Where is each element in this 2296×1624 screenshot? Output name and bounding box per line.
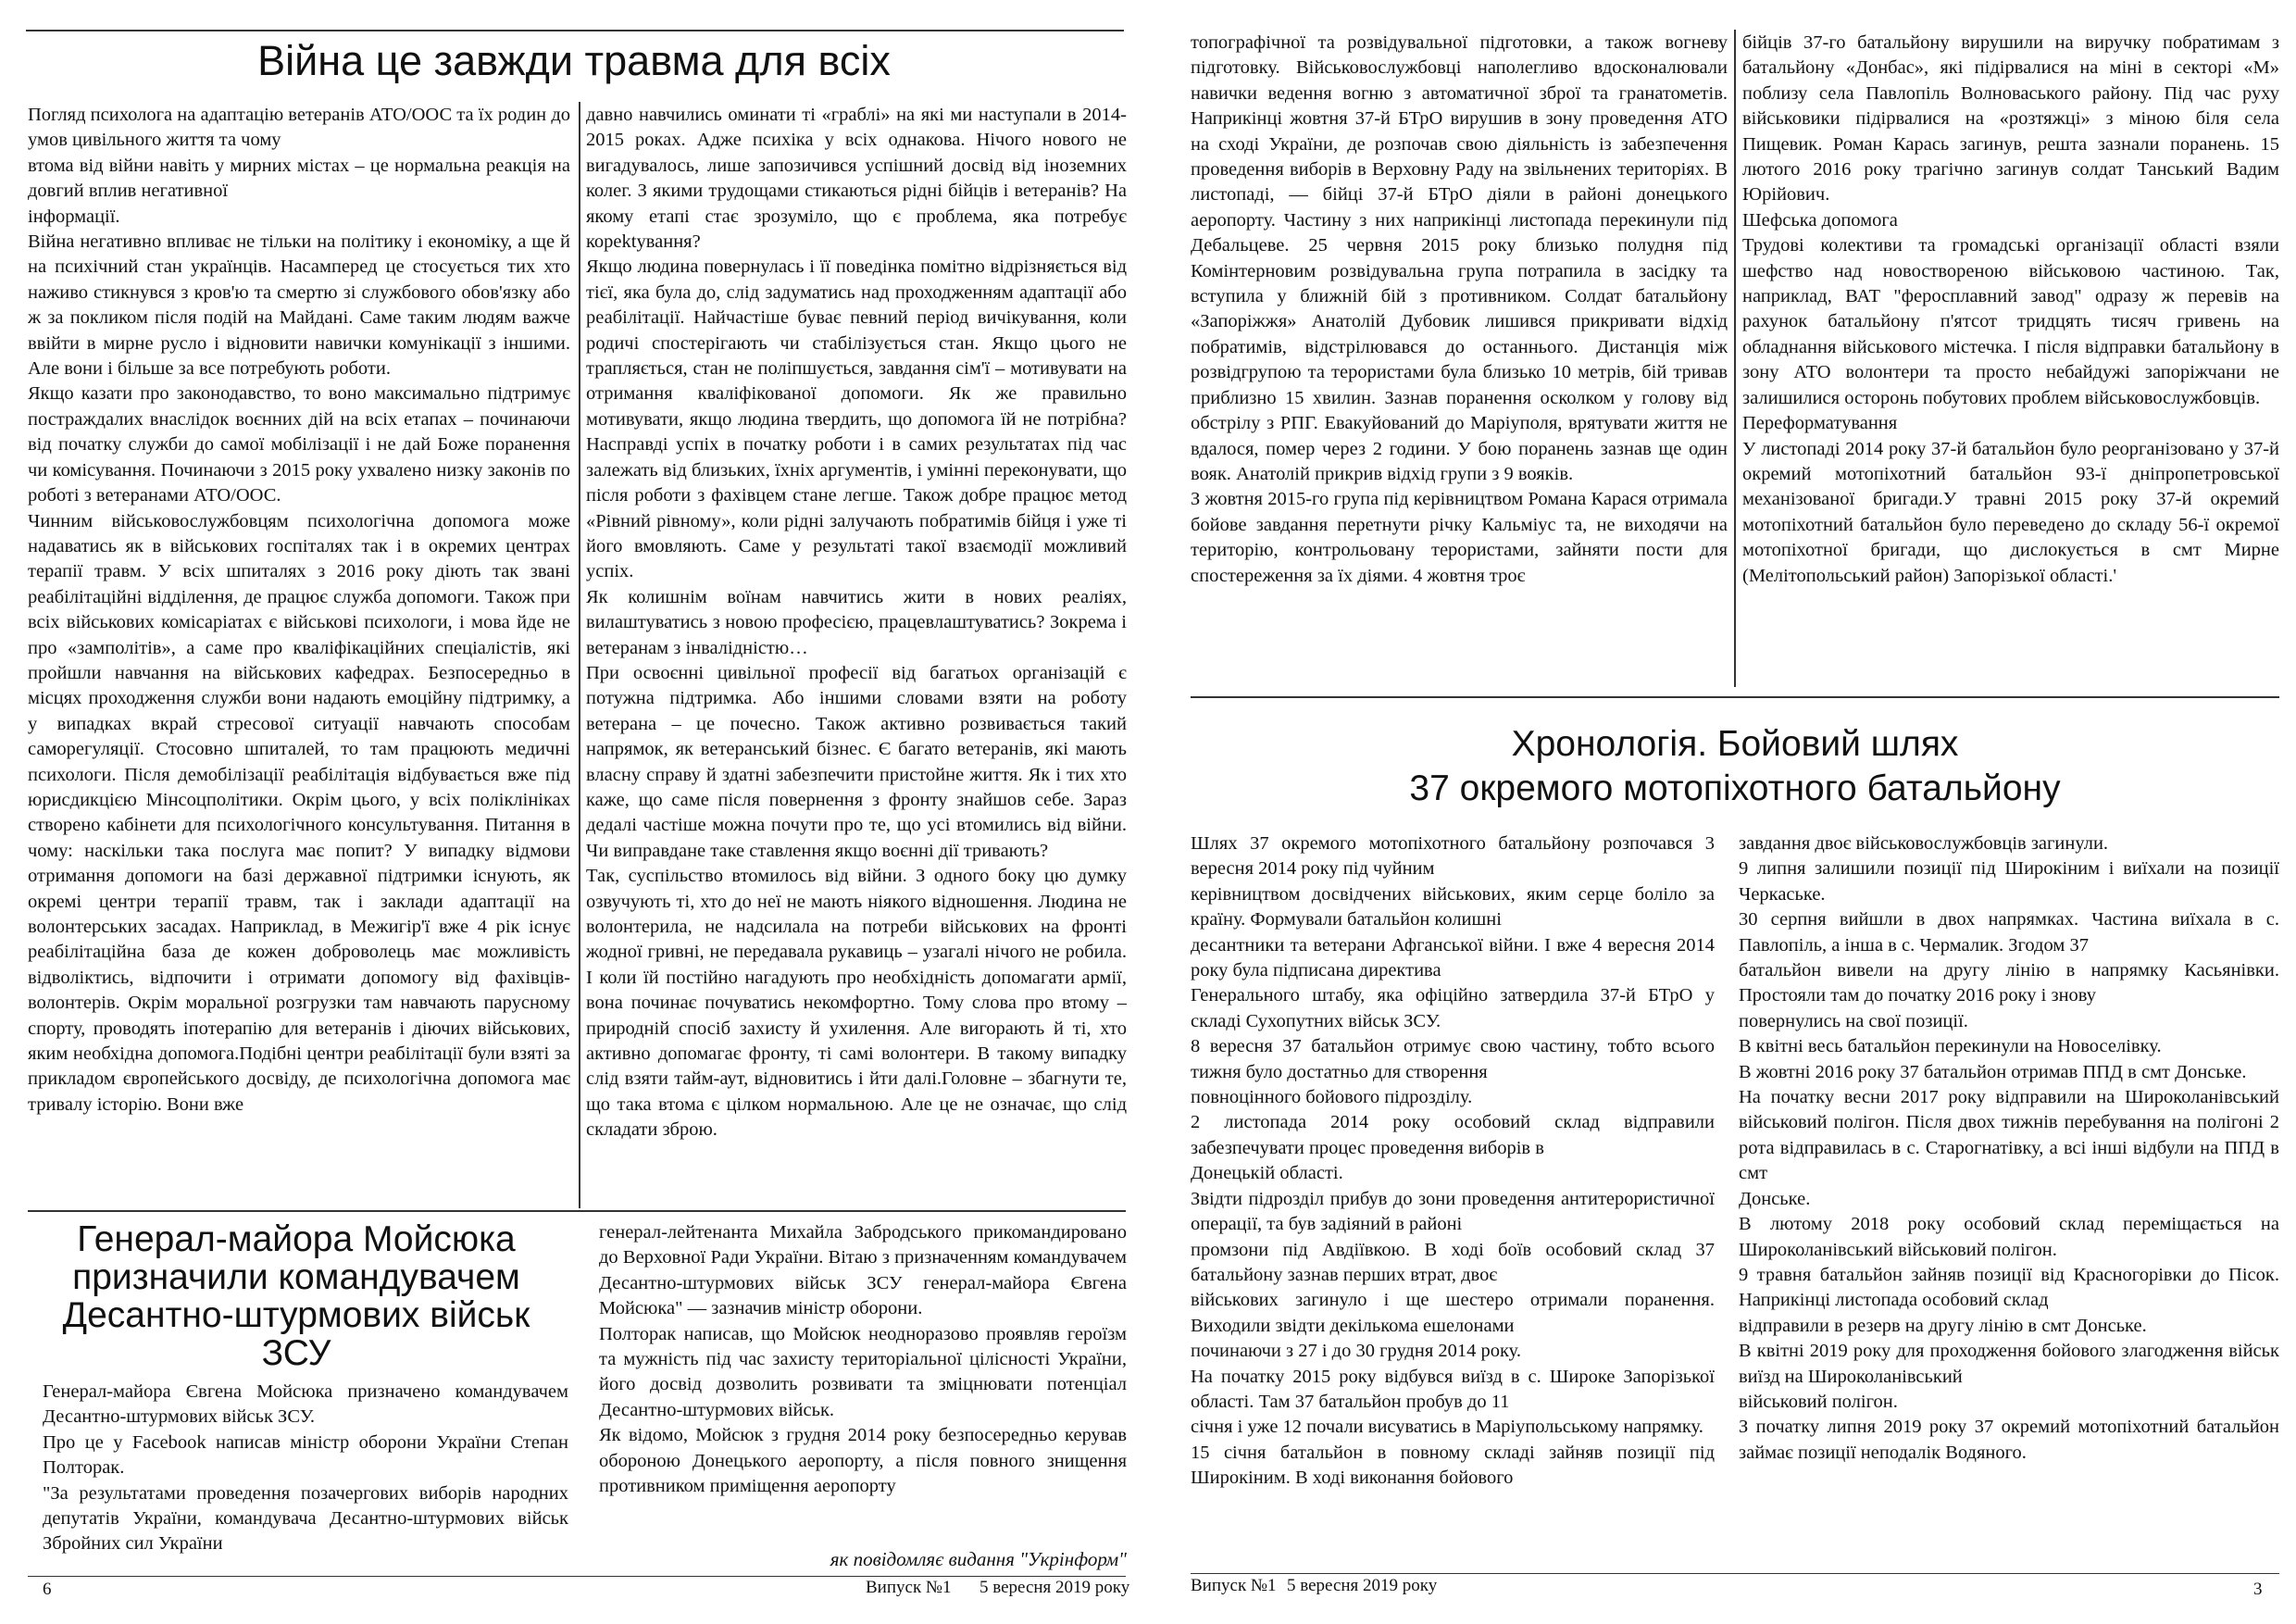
issue-date: 5 вересня 2019 року xyxy=(980,1578,1130,1597)
paragraph: "За результатами проведення позачергових виборів народних депутатів України, командувача Десантно-штурмових військ Збройних сил України xyxy=(43,1482,568,1555)
paragraph: військовий полігон. xyxy=(1739,1391,1898,1412)
paragraph: Війна негативно впливає не тільки на політику і економіку, а ще й на психічний стан українців. Насамперед це стосується тих хто наживо стикнувся з кров'ю та смертю зі службового обов'язку або ж за покликом після подій на Майдані. Саме таким людям важче ввійти в мирне русло і відновити навички комунікації з іншими. Але вони і більше за все потребують роботи. xyxy=(28,231,570,380)
paragraph: відправили в резерв на другу лінію в смт Донське. xyxy=(1739,1315,2147,1336)
paragraph: 30 серпня вийшли в двох напрямках. Частина виїхала в с. Павлопіль, а інша в с. Чермалик. Згодом 37 xyxy=(1739,909,2279,956)
issue-number: Випуск №1 xyxy=(1191,1576,1277,1595)
paragraph: На початку 2015 року відбувся виїзд в с. Широке Запорізької області. Там 37 батальйон пробув до 11 xyxy=(1191,1366,1715,1412)
article-column-1 xyxy=(43,1380,568,1583)
paragraph: інформації. xyxy=(28,206,120,227)
paragraph: З жовтня 2015-го група під керівництвом Романа Карася отримала бойове завдання перетнути річку Кальміус та, не виходячи на територію, контрольовану терористами, зайняти пости для спостереження за їх діями. 4 жовтня троє xyxy=(1191,489,1728,586)
page-number: 3 xyxy=(2253,1580,2263,1599)
article-column-1 xyxy=(1191,31,1728,690)
paragraph: топографічної та розвідувальної підготовки, а також вогневу підготовку. Військовослужбовці наполегливо вдосконалювали навички ведення вогню з автоматичної зброї та гранатометів. Наприкінці жовтня 37-й БТрО вирушив в зону проведення АТО на сході України, де розпочав свою діяльність із забезпечення проведення виборів в Верховну Раду на звільнених територіях. В листопаді, — бійці 37-й БТрО діяли в районі донецького аеропорту. Частину з них наприкінці листопада перекинули під Дебальцеве. 25 червня 2015 року близько полудня під Комінтерновим розвідувальна група потрапила в засідку та вступила у ближній бій з противником. Солдат батальйону «Запоріжжя» Анатолій Дубовик лишився прикривати відхід побратимів, відстрілювався до останнього. Дистанція між розвідгрупою та терористами була близько 10 метрів, бій тривав приблизно 15 хвилин. Зазнав поранення осколком у голову від обстрілу з РПГ. Евакуйований до Маріуполя, врятувати життя не вдалося, помер через 2 години. У бою поранень зазнав ще один вояк. Анатолій прикрив відхід групи з 9 вояків. xyxy=(1191,32,1728,484)
article-title: Війна це завжди травма для всіх xyxy=(257,37,891,84)
column-divider xyxy=(579,102,580,1208)
paragraph: Донецькій області. xyxy=(1191,1163,1343,1184)
issue-date: 5 вересня 2019 року xyxy=(1287,1576,1438,1595)
paragraph: батальйон вивели на другу лінію в напрямку Касьянівки. Простояли там до початку 2016 року і знову xyxy=(1739,960,2279,1006)
paragraph: Генерального штабу, яка офіційно затвердила 37-й БТрО у складі Сухопутних військ ЗСУ. xyxy=(1191,985,1715,1031)
paragraph: На початку весни 2017 року відправили на Широколанівський військовий полігон. Після двох тижнів перебування на полігоні 2 рота відправилась в с. Старогнатівку, а всі інші відбули на ППД в смт xyxy=(1739,1087,2279,1184)
paragraph: Шлях 37 окремого мотопіхотного батальйону розпочався 3 вересня 2014 року під чуйним xyxy=(1191,833,1715,880)
paragraph: Звідти підрозділ прибув до зони проведення антитерористичної операції, та був задіяний в районі xyxy=(1191,1188,1715,1235)
paragraph: повернулись на свої позиції. xyxy=(1739,1010,1968,1031)
paragraph: 15 січня батальйон в повному складі зайняв позиції під Широкіним. В ході виконання бойового xyxy=(1191,1442,1715,1489)
source-credit: як повідомляє видання "Укрінформ" xyxy=(830,1548,1127,1570)
paragraph: При освоєнні цивільної професії від багатьох організацій є потужна підтримка. Або іншими словами взяти на роботу ветерана – це почесно. Також активно розвивається такий напрямок, як ветеранський бізнес. Є багато ветеранів, які мають власну справу й здатні забезпечити пристойне життя. Як і тих хто каже, що саме після повернення з фронту знайшов себе. Зараз дедалі частіше можна почути про те, що усі втомились від війни. Чи виправдане таке ставлення якщо воєнні дії тривають? xyxy=(586,662,1127,861)
column-divider xyxy=(1734,30,1736,687)
paragraph: В квітні 2019 року для проходження бойового злагодження військ виїзд на Широколанівський xyxy=(1739,1341,2279,1387)
paragraph: З початку липня 2019 року 37 окремий мотопіхотний батальйон займає позиції неподалік Водяного. xyxy=(1739,1417,2279,1463)
article-column-2 xyxy=(1739,831,2279,1563)
top-rule xyxy=(26,30,1124,31)
paragraph: Якщо казати про законодавство, то воно максимально підтримує постраждалих внаслідок воєнних дій на всіх етапах – починаючи від початку служби до самої мобілізації і не дай Боже поранення чи комісування. Починаючи з 2015 року ухвалено низку законів по роботі з ветеранами АТО/ООС. xyxy=(28,383,570,506)
paragraph: починаючи з 27 і до 30 грудня 2014 року. xyxy=(1191,1341,1521,1362)
footer-rule xyxy=(28,1576,1126,1577)
issue-number: Випуск №1 xyxy=(866,1578,952,1597)
article-column-1 xyxy=(1191,831,1715,1563)
article-column-1 xyxy=(28,103,570,1205)
paragraph: десантники та ветерани Афганської війни. І вже 4 вересня 2014 року була підписана директива xyxy=(1191,934,1715,981)
article-column-2 xyxy=(599,1220,1127,1546)
article-title xyxy=(1191,722,2279,811)
paragraph: 9 липня залишили позиції під Широкіним і виїхали на позиції Черкаське. xyxy=(1739,858,2279,905)
paragraph: В квітні весь батальйон перекинули на Новоселівку. xyxy=(1739,1036,2162,1057)
paragraph: Переформатування xyxy=(1742,413,1898,434)
article-title-line-1: Хронологія. Бойовий шлях xyxy=(1511,724,1959,764)
paragraph: У листопаді 2014 року 37-й батальйон було реорганізовано у 37-й окремий мотопіхотний батальйон 93-ї дніпропетровської механізованої бригади.У травні 2015 року 37-й окремий мотопіхотний батальйон було переведено до складу 56-ї окремої мотопіхотної бригади, що дислокується в смт Мирне (Мелітопольський район) Запорізької області.' xyxy=(1742,438,2279,586)
paragraph: Генерал-майора Євгена Мойсюка призначено командувачем Десантно-штурмових військ ЗСУ. xyxy=(43,1381,568,1428)
paragraph: бійців 37-го батальйону вирушили на виручку побратимам з батальйону «Донбас», які підірвалися на міні в секторі «М» поблизу села Павлопіль Волноваського району. Під час руху військовики підірвалися на «розтяжці» з міною біля села Пищевик. Роман Карась загинув, решта зазнали поранень. 15 лютого 2016 року трагічно загинув солдат Танський Вадим Юрійович. xyxy=(1742,32,2279,206)
article-column-2 xyxy=(1742,31,2279,690)
paragraph: Шефська допомога xyxy=(1742,209,1898,231)
article-column-2 xyxy=(586,103,1127,1205)
paragraph: Як відомо, Мойсюк з грудня 2014 року безпосередньо керував обороною Донецького аеропорту, а після повного знищення противником приміщення аеропорту xyxy=(599,1425,1127,1497)
paragraph: Про це у Facebook написав міністр оборони України Степан Полторак. xyxy=(43,1431,568,1479)
paragraph: керівництвом досвідчених військових, яким серце боліло за країну. Формували батальйон колишні xyxy=(1191,883,1715,931)
footer-rule xyxy=(1191,1573,2279,1574)
paragraph: В лютому 2018 року особовий склад переміщається на Широколанівський військовий полігон. xyxy=(1739,1214,2279,1260)
paragraph: Так, суспільство втомилось від війни. З одного боку цю думку озвучують ті, хто до неї не мають ніякого відношення. Людина не волонтерила, не надсилала на потреби військових на фронті жодної гривні, не передавала рукавиць – узагалі нічого не робила. І коли їй постійно нагадують про необхідність допомагати армії, вона починає почуватись некомфортно. Тому слова про втому – природній спосіб захисту й ухилення. Але вигорають й ті, хто активно допомагає фронту, ті самі волонтери. В такому випадку слід взяти тайм-аут, відновитись і йти далі.Головне – збагнути те, що така втома є цілком нормальною. Але це не означає, що слід складати зброю. xyxy=(586,866,1127,1141)
paragraph: Погляд психолога на адаптацію ветеранів АТО/ООС та їх родин до умов цивільного життя та чому xyxy=(28,105,570,151)
paragraph: Полторак написав, що Мойсюк неодноразово проявляв героїзм та мужність під час захисту територіальної цілісності України, його досвід дозволить розвивати та зміцнювати потенціал Десантно-штурмових військ. xyxy=(599,1323,1127,1420)
paragraph: Трудові колективи та громадські організації області взяли шефство над новоствореною військовою частиною. Так, наприклад, ВАТ "феросплавний завод" одразу ж перевів на рахунок батальйону п'ятсот тридцять тисяч гривень на обладнання військового містечка. І після відправки батальйону в зону АТО волонтери та просто небайдужі запоріжчани не залишилися осторонь побутових проблем військовослужбовців. xyxy=(1742,235,2279,408)
page-number: 6 xyxy=(43,1580,52,1599)
paragraph: 8 вересня 37 батальйон отримує свою частину, тобто всього тижня було достатньо для створення xyxy=(1191,1036,1715,1082)
paragraph: 9 травня батальйон зайняв позиції від Красногорівки до Пісок. Наприкінці листопада особовий склад xyxy=(1739,1264,2279,1311)
paragraph: В жовтні 2016 року 37 батальйон отримав ППД в смт Донське. xyxy=(1739,1061,2247,1082)
right-page xyxy=(1148,0,2296,1624)
paragraph: повноцінного бойового підрозділу. xyxy=(1191,1087,1473,1108)
section-rule xyxy=(1191,696,2279,698)
paragraph: промзони під Авдіївкою. В ході боїв особовий склад 37 батальйону зазнав перших втрат, двоє xyxy=(1191,1239,1715,1285)
article-title-line-2: 37 окремого мотопіхотного батальйону xyxy=(1409,768,2061,808)
paragraph: військових загинуло і ще шестеро отримали поранення. Виходили звідти декількома ешелонами xyxy=(1191,1290,1715,1336)
paragraph: Якщо людина повернулась і її поведінка помітно відрізняється від тієї, яка була до, слід задуматись над проходженням адаптації або реабілітації. Найчастіше буває певний період вичікування, коли родичі спостерігають чи стабілізується стан. Якщо цього не трапляється, стан не поліпшується, завдання сім'ї – мотивувати на отримання кваліфікованої допомоги. Як же правильно мотивувати, якщо людина твердить, що допомога їй не потрібна? Насправді успіх в початку роботи і в самих результатах під час залежать від близьких, їхніх аргументів, і умінні переконувати, що після роботи з фахівцем стане легше. Також добре працює метод «Рівний рівному», коли рідні залучають побратимів бійця і уже ті його вмовляють. Саме у результаті такої взаємодії можливий успіх. xyxy=(586,256,1127,582)
article-title: Генерал-майора Мойсюка призначили командувачем Десантно-штурмових військ ЗСУ xyxy=(62,1219,530,1373)
paragraph: 2 листопада 2014 року особовий склад відправили забезпечувати процес проведення виборів в xyxy=(1191,1112,1715,1158)
paragraph: Як колишнім воїнам навчитись жити в нових реаліях, вилаштуватись з новою професією, працевлаштуватись? Зокрема і ветеранам з інвалідністю… xyxy=(586,586,1127,658)
paragraph: Донське. xyxy=(1739,1188,1811,1209)
paragraph: Чинним військовослужбовцям психологічна допомога може надаватись як в військових госпіталях так і в окремих центрах терапії травм. У всіх шпиталях з 2016 року діють так звані реабілітаційні відділення, де працює служба допомоги. Також при всіх військових комісаріатах є військові психологи, і мова йде не про «замполітів», а саме про кваліфікаційних спеціалістів, які пройшли навчання на військових кафедрах. Безпосередньо в місцях проходження служби вони надають емоційну підтримку, а у випадках вкрай стресової ситуації навчають способам саморегуляції. Стосовно шпиталей, то там працюють медичні психологи. Після демобілізації реабілітація відбувається вже під юрисдикцією Мінсоцполітики. Окрім цього, у всіх поліклініках створено кабінети для психологічного консультування. Питання в чому: наскільки така послуга має попит? У випадку відмови отримання допомоги на базі державної підтримки існують, як окремі центри терапії травм, так і заклади адаптації на волонтерських засадах. Наприклад, в Межигір'ї вже 4 рік існує реабілітаційна база де кожен доброволець має можливість відволіктись, відпочити і отримати допомогу від фахівців-волонтерів. Окрім моральної розгрузки там навчають парусному спорту, проводять іпотерапію для ветеранів і діючих військових, яким необхідна допомога.Подібні центри реабілітації були взяті за прикладом європейського досвіду, де психологічна допомога має тривалу історію. Вони вже xyxy=(28,510,570,1115)
paragraph: втома від війни навіть у мирних містах – це нормальна реакція на довгий вплив негативної xyxy=(28,155,570,202)
paragraph: генерал-лейтенанта Михайла Забродського прикомандировано до Верховної Ради України. Вітаю з призначенням командувачем Десантно-штурмових військ ЗСУ генерал-майора Євгена Мойсюка" — зазначив міністр оборони. xyxy=(599,1222,1127,1319)
paragraph: січня і уже 12 почали висуватись в Маріупольському напрямку. xyxy=(1191,1417,1703,1438)
paragraph: завдання двоє військовослужбовців загинули. xyxy=(1739,833,2109,854)
section-rule xyxy=(28,1210,1126,1212)
paragraph: давно навчились оминати ті «граблі» на які ми наступали в 2014-2015 роках. Адже психіка у всіх однакова. Нічого нового не вигадувалось, лише запозичився успішний досвід від іноземних колег. З якими трудощами стикаються рідні бійців і ветеранів? На якому етапі стає зрозуміло, що є проблема, яка потребує корektування? xyxy=(586,105,1127,253)
